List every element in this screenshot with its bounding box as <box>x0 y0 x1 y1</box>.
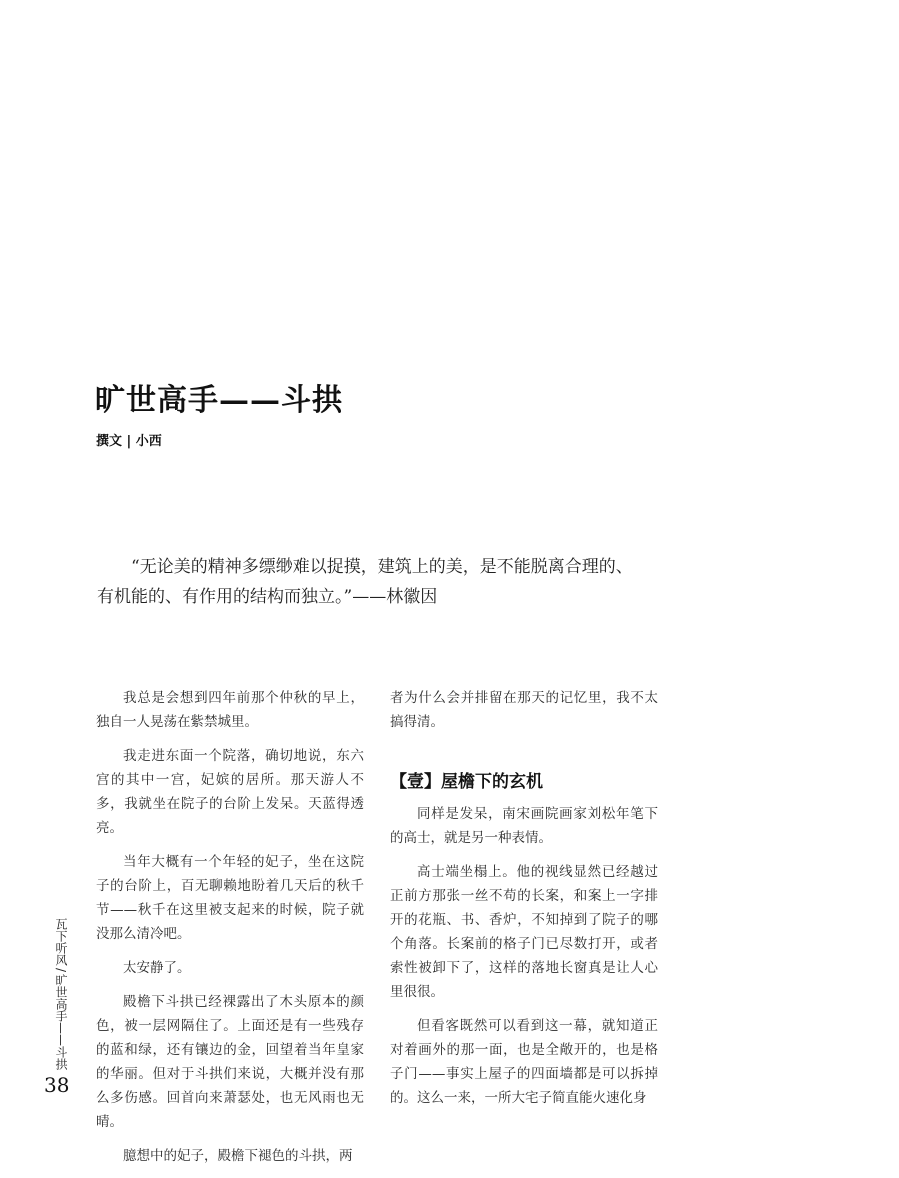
article-byline: 撰文 | 小西 <box>96 434 162 449</box>
running-header-section: 瓦下听风 <box>54 918 68 966</box>
article-title: 旷世高手——斗拱 <box>95 383 343 418</box>
body-column-right <box>390 686 658 1120</box>
paragraph: 臆想中的妃子，殿檐下褪色的斗拱，两 <box>123 1148 353 1164</box>
page-number: 38 <box>44 1073 70 1097</box>
paragraph: 当年大概有一个年轻的妃子，坐在这院子的台阶上，百无聊赖地盼着几天后的秋千节——秋千在这里被支起来的时候，院子就没那么清冷吧。 <box>96 854 364 942</box>
paragraph: 我走进东面一个院落，确切地说，东六宫的其中一宫，妃嫔的居所。那天游人不多，我就坐在院子的台阶上发呆。天蓝得透亮。 <box>96 748 364 836</box>
paragraph: 太安静了。 <box>123 960 191 976</box>
paragraph: 殿檐下斗拱已经裸露出了木头原本的颜色，被一层网隔住了。上面还是有一些残存的蓝和绿，还有镶边的金，回望着当年皇家的华丽。但对于斗拱们来说，大概并没有那么多伤感。回首向来萧瑟处，也无风雨也无晴。 <box>96 994 364 1130</box>
paragraph: 但看客既然可以看到这一幕，就知道正对着画外的那一面，也是全敞开的，也是格子门——事实上屋子的四面墙都是可以拆掉的。这么一来，一所大宅子简直能火速化身 <box>390 1018 658 1106</box>
paragraph: 高士端坐榻上。他的视线显然已经越过正前方那张一丝不苟的长案，和案上一字排开的花瓶、书、香炉，不知掉到了院子的哪个角落。长案前的格子门已尽数打开，或者索性被卸下了，这样的落地长窗真是让人心里很很。 <box>390 864 658 1000</box>
body-column-left <box>96 686 364 1178</box>
paragraph-continuation: 者为什么会并排留在那天的记忆里，我不太搞得清。 <box>390 690 658 730</box>
paragraph: 同样是发呆，南宋画院画家刘松年笔下的高士，就是另一种表情。 <box>390 806 658 846</box>
running-header-separator: / <box>54 968 68 973</box>
running-header-vertical <box>48 918 68 1083</box>
running-header-title: 旷世高手——斗拱 <box>54 974 68 1071</box>
epigraph-quote <box>97 552 657 612</box>
section-heading: 【壹】屋檐下的玄机 <box>390 772 543 792</box>
paragraph: 我总是会想到四年前那个仲秋的早上，独自一人晃荡在紫禁城里。 <box>96 690 364 730</box>
quote-line-1: “无论美的精神多缥缈难以捉摸，建筑上的美，是不能脱离合理的、 <box>131 557 633 577</box>
quote-line-2: 有机能的、有作用的结构而独立。”——林徽因 <box>97 587 438 607</box>
